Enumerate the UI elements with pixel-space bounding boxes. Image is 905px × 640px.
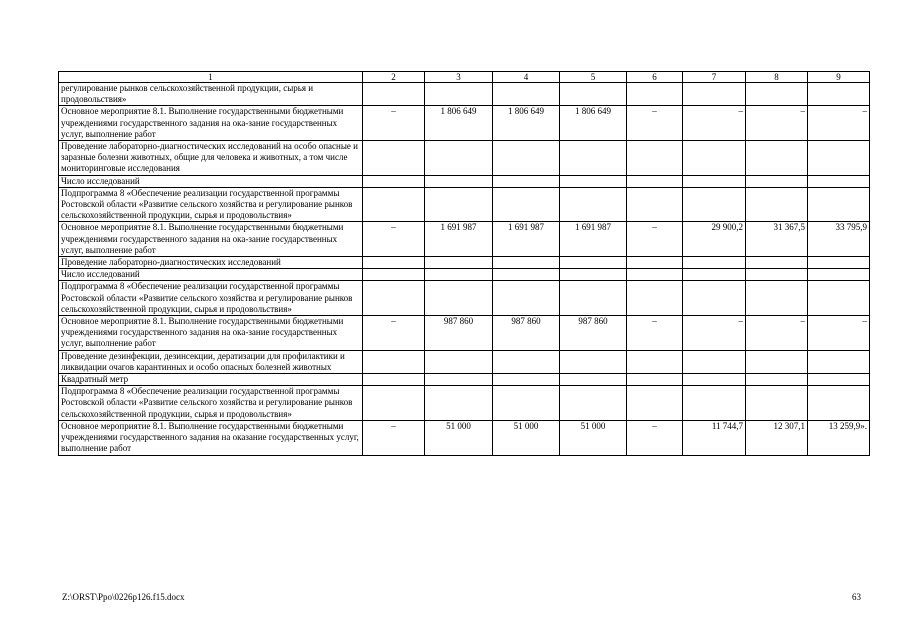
row-value-c8 [746,187,808,222]
row-description: Основное мероприятие 8.1. Выполнение государственными бюджетными учреждениями государственного задания на ока-зание государственных услуг, выполнение работ [59,106,363,141]
row-value-c8 [746,141,808,176]
row-description: Подпрограмма 8 «Обеспечение реализации государственной программы Ростовской области «Развитие сельского хозяйства и регулирование рынков сельскохозяйственной продукции, сырья и продовольствия» [59,281,363,316]
row-value-c4: 1 806 649 [493,106,560,141]
table-row [59,106,870,141]
row-value-c2: – [363,222,425,257]
footer-page-number: 63 [852,592,861,602]
table-row [59,374,870,386]
row-value-c3: 51 000 [425,420,493,455]
row-value-c9 [808,187,870,222]
row-value-c7 [683,83,746,106]
row-value-c3: 1 806 649 [425,106,493,141]
row-value-c5 [560,257,627,269]
footer-file-path: Z:\ORST\Ppo\0226p126.f15.docx [62,592,185,602]
row-value-c3 [425,386,493,421]
row-value-c9: 13 259,9». [808,420,870,455]
row-value-c4: 51 000 [493,420,560,455]
row-value-c3: 987 860 [425,316,493,351]
row-value-c2 [363,175,425,187]
column-number-4: 4 [493,72,560,83]
row-value-c3 [425,141,493,176]
row-value-c8 [746,257,808,269]
row-value-c7: – [683,316,746,351]
table-row [59,257,870,269]
row-value-c8 [746,386,808,421]
row-value-c3 [425,257,493,269]
row-value-c7 [683,175,746,187]
table-row [59,222,870,257]
row-value-c7: – [683,106,746,141]
row-value-c7 [683,257,746,269]
row-value-c3 [425,350,493,373]
row-value-c9: 33 795,9 [808,222,870,257]
row-value-c6 [627,374,683,386]
row-value-c6 [627,187,683,222]
row-value-c3 [425,269,493,281]
row-value-c7: 11 744,7 [683,420,746,455]
row-value-c6 [627,281,683,316]
row-value-c5 [560,175,627,187]
row-value-c5 [560,386,627,421]
row-value-c4 [493,141,560,176]
row-description: Основное мероприятие 8.1. Выполнение государственными бюджетными учреждениями государственного задания на ока-зание государственных услуг, выполнение работ [59,222,363,257]
row-value-c9 [808,175,870,187]
row-value-c5 [560,187,627,222]
row-value-c2 [363,269,425,281]
row-value-c9 [808,141,870,176]
table-row [59,269,870,281]
row-value-c7 [683,374,746,386]
row-value-c5 [560,269,627,281]
column-number-6: 6 [627,72,683,83]
column-number-7: 7 [683,72,746,83]
row-value-c6 [627,386,683,421]
row-description: Основное мероприятие 8.1. Выполнение государственными бюджетными учреждениями государственного задания на ока-зание государственных услуг, выполнение работ [59,316,363,351]
row-value-c4 [493,269,560,281]
row-value-c6 [627,83,683,106]
table-row [59,281,870,316]
row-description: Проведение лабораторно-диагностических исследований на особо опасные и заразные болезни животных, общие для человека и животных, а том числе мониторинговые исследования [59,141,363,176]
row-description: Число исследований [59,269,363,281]
table-row [59,83,870,106]
column-number-3: 3 [425,72,493,83]
row-value-c8 [746,83,808,106]
row-value-c5 [560,83,627,106]
row-value-c5: 1 806 649 [560,106,627,141]
row-value-c5: 51 000 [560,420,627,455]
row-value-c8: – [746,316,808,351]
column-number-9: 9 [808,72,870,83]
row-value-c4 [493,386,560,421]
row-value-c9 [808,257,870,269]
row-value-c3 [425,374,493,386]
row-value-c5: 1 691 987 [560,222,627,257]
row-value-c8: 31 367,5 [746,222,808,257]
row-value-c2 [363,257,425,269]
row-value-c7 [683,187,746,222]
row-value-c4 [493,350,560,373]
row-description: Проведение лабораторно-диагностических исследований [59,257,363,269]
row-value-c6: – [627,316,683,351]
row-value-c5 [560,350,627,373]
row-value-c2: – [363,106,425,141]
row-value-c2 [363,187,425,222]
row-value-c2 [363,83,425,106]
table-row [59,316,870,351]
row-value-c9 [808,281,870,316]
row-description: Проведение дезинфекции, дезинсекции, дератизации для профилактики и ликвидации очагов карантинных и особо опасных болезней животных [59,350,363,373]
indicators-table [58,71,870,456]
row-value-c8 [746,269,808,281]
row-value-c4 [493,281,560,316]
column-number-8: 8 [746,72,808,83]
row-value-c5 [560,141,627,176]
row-value-c5 [560,281,627,316]
table-row [59,386,870,421]
column-number-row [59,72,870,83]
row-value-c9 [808,269,870,281]
row-value-c6 [627,141,683,176]
row-value-c9 [808,386,870,421]
row-value-c7: 29 900,2 [683,222,746,257]
row-value-c8 [746,175,808,187]
row-value-c2: – [363,420,425,455]
row-value-c7 [683,141,746,176]
row-description: Число исследований [59,175,363,187]
row-value-c9 [808,350,870,373]
row-description: регулирование рынков сельскохозяйственной продукции, сырья и продовольствия» [59,83,363,106]
row-value-c6 [627,269,683,281]
row-value-c8 [746,281,808,316]
column-number-5: 5 [560,72,627,83]
row-value-c2 [363,281,425,316]
row-value-c3 [425,83,493,106]
row-value-c9 [808,83,870,106]
table-row [59,187,870,222]
row-value-c3 [425,187,493,222]
row-value-c7 [683,281,746,316]
row-value-c6: – [627,106,683,141]
row-value-c4 [493,175,560,187]
row-value-c4: 1 691 987 [493,222,560,257]
row-value-c2: – [363,316,425,351]
row-value-c3: 1 691 987 [425,222,493,257]
row-value-c3 [425,175,493,187]
row-description: Подпрограмма 8 «Обеспечение реализации государственной программы Ростовской области «Развитие сельского хозяйства и регулирование рынков сельскохозяйственной продукции, сырья и продовольствия» [59,386,363,421]
column-number-1: 1 [59,72,363,83]
table-row [59,175,870,187]
row-value-c2 [363,141,425,176]
row-value-c7 [683,269,746,281]
table-row [59,350,870,373]
row-value-c4: 987 860 [493,316,560,351]
row-value-c9: – [808,316,870,351]
row-value-c6: – [627,420,683,455]
row-description: Основное мероприятие 8.1. Выполнение государственными бюджетными учреждениями государственного задания на оказание государственных услуг, выполнение работ [59,420,363,455]
column-number-2: 2 [363,72,425,83]
row-value-c5 [560,374,627,386]
row-value-c6: – [627,222,683,257]
table-row [59,141,870,176]
row-value-c5: 987 860 [560,316,627,351]
row-value-c6 [627,350,683,373]
row-value-c7 [683,350,746,373]
row-value-c4 [493,257,560,269]
row-value-c8 [746,350,808,373]
row-value-c4 [493,83,560,106]
row-value-c6 [627,175,683,187]
row-description: Квадратный метр [59,374,363,386]
row-description: Подпрограмма 8 «Обеспечение реализации государственной программы Ростовской области «Развитие сельского хозяйства и регулирование рынков сельскохозяйственной продукции, сырья и продовольствия» [59,187,363,222]
row-value-c8 [746,374,808,386]
row-value-c9 [808,374,870,386]
row-value-c4 [493,187,560,222]
row-value-c7 [683,386,746,421]
row-value-c9: – [808,106,870,141]
row-value-c8: – [746,106,808,141]
row-value-c2 [363,374,425,386]
row-value-c2 [363,386,425,421]
row-value-c3 [425,281,493,316]
row-value-c4 [493,374,560,386]
table-row [59,420,870,455]
row-value-c6 [627,257,683,269]
row-value-c2 [363,350,425,373]
row-value-c8: 12 307,1 [746,420,808,455]
